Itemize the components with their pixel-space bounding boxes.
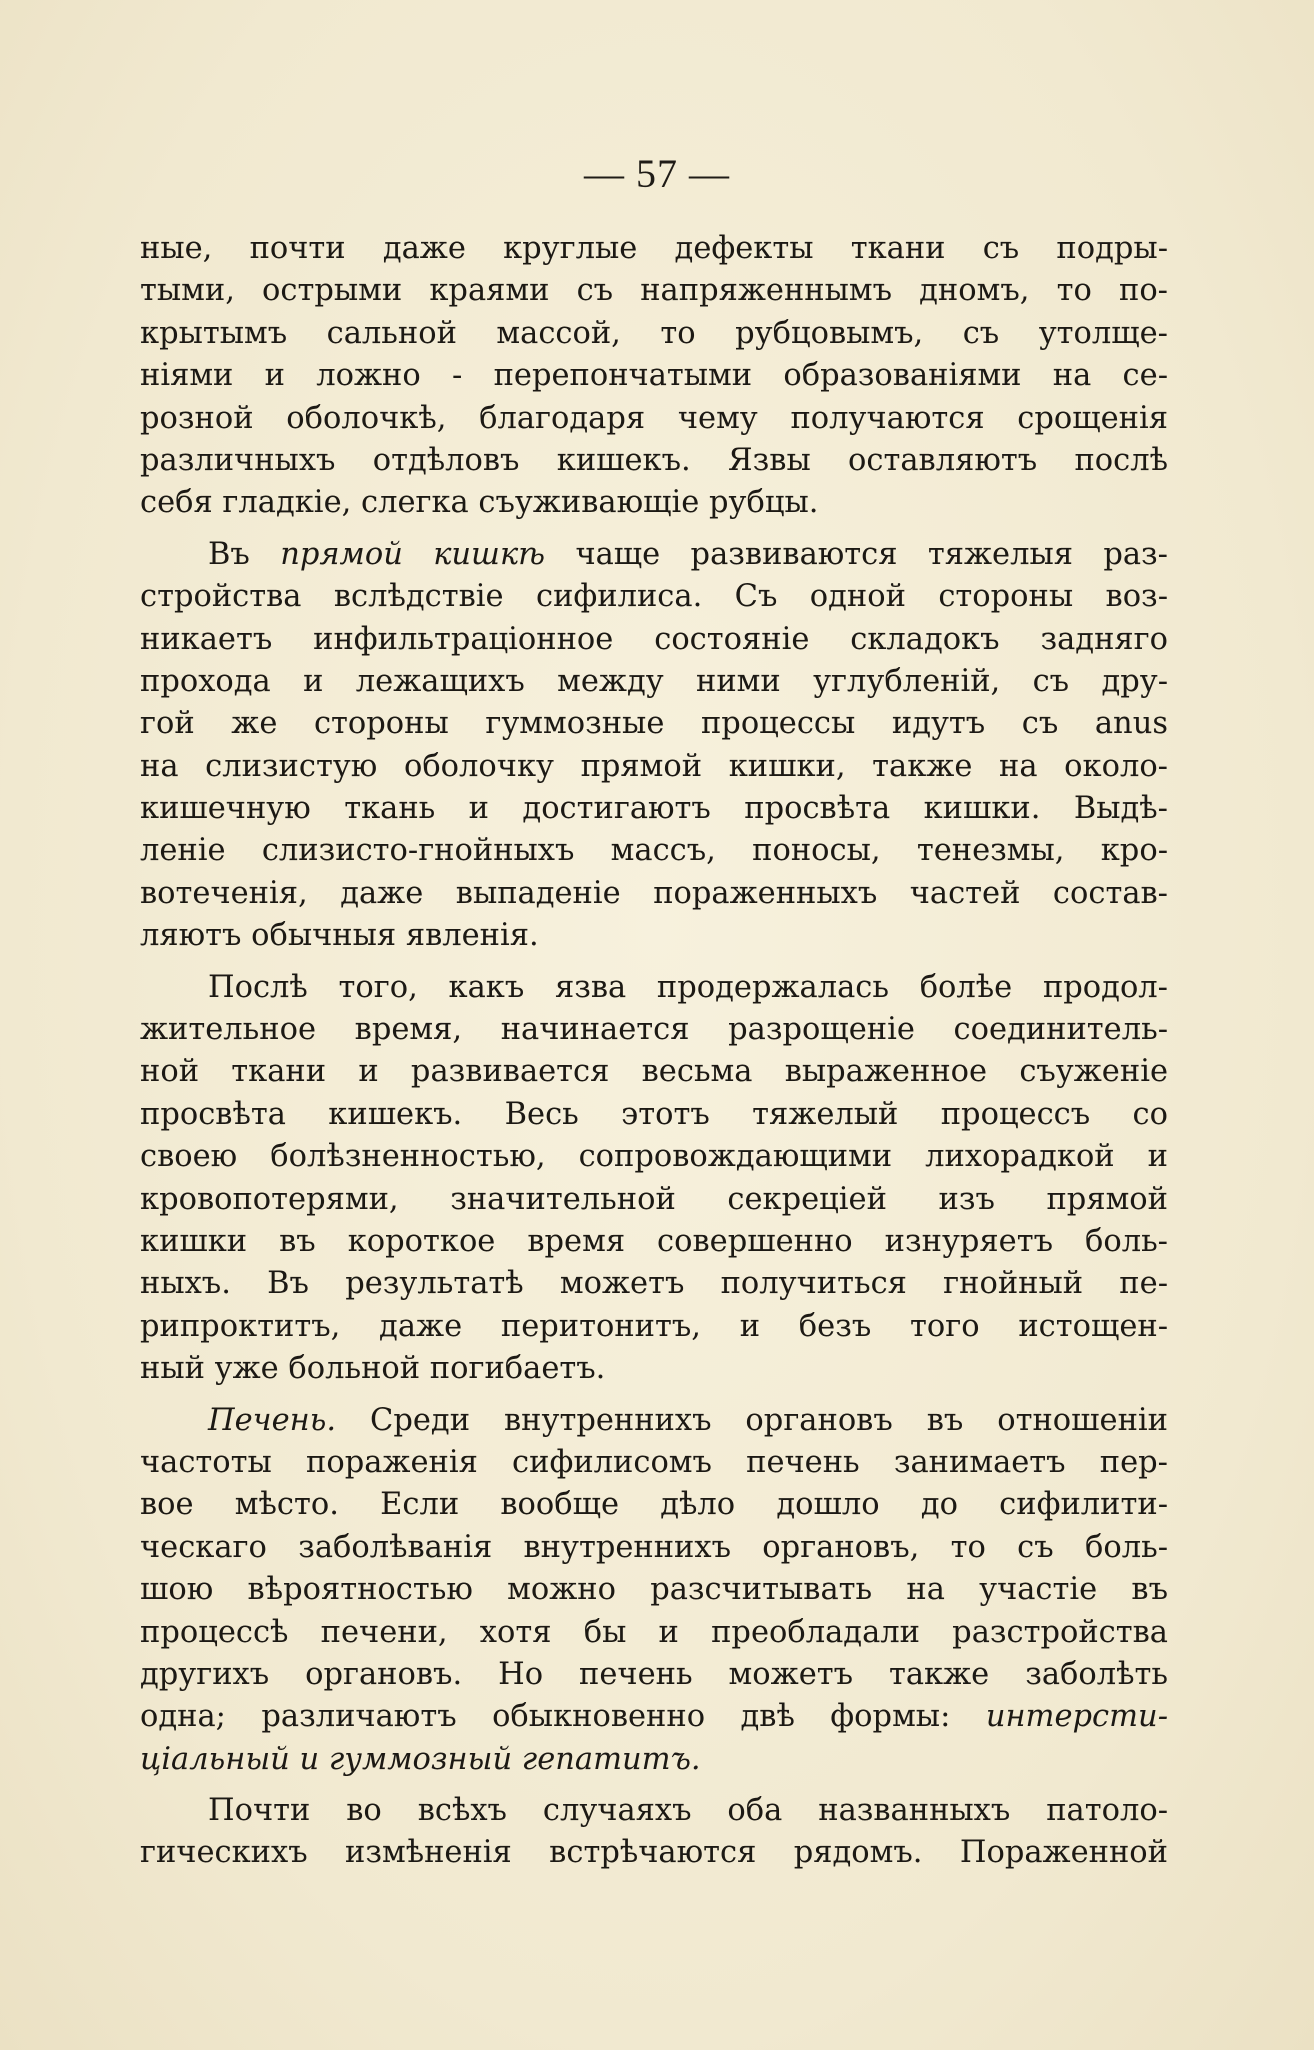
text-run: Въ xyxy=(208,536,281,572)
text-run: Послѣ того, какъ язва продержалась болѣе продол- xyxy=(208,969,1168,1005)
text-line xyxy=(140,534,1168,576)
italic-text: прямой кишкѣ xyxy=(280,536,546,572)
text-run: Среди внутреннихъ органовъ въ отношеніи xyxy=(336,1402,1168,1438)
text-run: гой же стороны гуммозные процессы идутъ съ anus xyxy=(140,706,1168,742)
page-number: — 57 — xyxy=(584,151,730,196)
text-run: тыми, острыми краями съ напряженнымъ дномъ, то по- xyxy=(140,273,1168,309)
text-run: стройства вслѣдствіе сифилиса. Съ одной стороны воз- xyxy=(140,579,1168,615)
text-run: Почти во всѣхъ случаяхъ оба названныхъ патоло- xyxy=(208,1793,1168,1829)
text-line xyxy=(140,440,1168,482)
paragraph xyxy=(140,967,1168,1391)
text-line xyxy=(140,1009,1168,1051)
text-line xyxy=(140,1739,1168,1781)
text-run: различныхъ отдѣловъ кишекъ. Язвы оставляютъ послѣ xyxy=(140,442,1168,478)
text-run: ляютъ обычныя явленія. xyxy=(140,918,539,954)
text-run: ныхъ. Въ результатѣ можетъ получиться гнойный пе- xyxy=(140,1266,1168,1302)
text-line xyxy=(140,313,1168,355)
text-line xyxy=(140,1221,1168,1263)
text-line xyxy=(140,788,1168,830)
text-run: гическихъ измѣненія встрѣчаются рядомъ. Пораженной xyxy=(140,1835,1168,1871)
text-line xyxy=(140,482,1168,524)
text-line xyxy=(140,1484,1168,1526)
text-line xyxy=(140,1136,1168,1178)
text-line xyxy=(140,619,1168,661)
text-run: просвѣта кишекъ. Весь этотъ тяжелый процессъ со xyxy=(140,1096,1168,1132)
text-run: процессѣ печени, хотя бы и преобладали разстройства xyxy=(140,1614,1168,1650)
text-run: на слизистую оболочку прямой кишки, также на около- xyxy=(140,748,1168,784)
text-run: леніе слизисто-гнойныхъ массъ, поносы, тенезмы, кро- xyxy=(140,833,1168,869)
text-run: чаще развиваются тяжелыя раз- xyxy=(545,536,1168,572)
text-line xyxy=(140,1612,1168,1654)
text-run: прохода и лежащихъ между ними углубленій, съ дру- xyxy=(140,663,1168,699)
text-line xyxy=(140,1654,1168,1696)
text-run: кровопотерями, значительной секреціей изъ прямой xyxy=(140,1181,1168,1217)
text-line xyxy=(140,1179,1168,1221)
text-run: вое мѣсто. Если вообще дѣло дошло до сифилити- xyxy=(140,1487,1168,1523)
text-run: частоты пораженія сифилисомъ печень занимаетъ пер- xyxy=(140,1444,1168,1480)
text-run: ной ткани и развивается весьма выраженное съуженіе xyxy=(140,1054,1168,1090)
text-line xyxy=(140,1306,1168,1348)
text-run: кишечную ткань и достигаютъ просвѣта кишки. Выдѣ- xyxy=(140,791,1168,827)
text-line xyxy=(140,1051,1168,1093)
text-line xyxy=(140,1348,1168,1390)
paragraph xyxy=(140,228,1168,525)
text-line xyxy=(140,1442,1168,1484)
text-run: ный уже больной погибаетъ. xyxy=(140,1351,606,1387)
text-line xyxy=(140,1400,1168,1442)
text-line xyxy=(140,1696,1168,1738)
text-run: себя гладкіе, слегка съуживающіе рубцы. xyxy=(140,485,819,521)
text-run: ческаго заболѣванія внутреннихъ органовъ, то съ боль- xyxy=(140,1529,1168,1565)
text-line xyxy=(140,228,1168,270)
text-line xyxy=(140,1527,1168,1569)
text-run: крытымъ сальной массой, то рубцовымъ, съ утолще- xyxy=(140,315,1168,351)
text-run: ніями и ложно - перепончатыми образованіями на се- xyxy=(140,358,1168,394)
text-line xyxy=(140,355,1168,397)
text-line xyxy=(140,270,1168,312)
text-run: никаетъ инфильтраціонное состояніе складокъ задняго xyxy=(140,621,1168,657)
text-line xyxy=(140,1832,1168,1874)
text-run: другихъ органовъ. Но печень можетъ также заболѣть xyxy=(140,1656,1168,1692)
text-line xyxy=(140,746,1168,788)
text-line xyxy=(140,1790,1168,1832)
text-run: вотеченія, даже выпаденіе пораженныхъ частей состав- xyxy=(140,875,1168,911)
italic-text: Печень. xyxy=(208,1402,337,1438)
paragraph xyxy=(140,1790,1168,1875)
text-run: розной оболочкѣ, благодаря чему получаются срощенія xyxy=(140,400,1168,436)
text-run: рипроктитъ, даже перитонитъ, и безъ того истощен- xyxy=(140,1308,1168,1344)
text-run: своею болѣзненностью, сопровождающими лихорадкой и xyxy=(140,1139,1168,1175)
text-line xyxy=(140,915,1168,957)
paragraph xyxy=(140,1400,1168,1782)
text-line xyxy=(140,873,1168,915)
paragraph xyxy=(140,534,1168,958)
text-line xyxy=(140,1569,1168,1611)
body-text xyxy=(140,228,1168,1875)
text-line xyxy=(140,661,1168,703)
text-line xyxy=(140,703,1168,745)
text-run: жительное время, начинается разрощеніе соединитель- xyxy=(140,1012,1168,1048)
text-run: ные, почти даже круглые дефекты ткани съ подры- xyxy=(140,231,1168,266)
text-line xyxy=(140,576,1168,618)
text-run: шою вѣроятностью можно разсчитывать на участіе въ xyxy=(140,1572,1168,1608)
italic-text: ціальный и гуммозный гепатитъ. xyxy=(140,1741,701,1777)
text-line xyxy=(140,967,1168,1009)
text-run: одна; различаютъ обыкновенно двѣ формы: xyxy=(140,1699,986,1735)
text-line xyxy=(140,398,1168,440)
text-line xyxy=(140,1263,1168,1305)
text-line xyxy=(140,1094,1168,1136)
text-run: кишки въ короткое время совершенно изнуряетъ боль- xyxy=(140,1223,1168,1259)
text-line xyxy=(140,830,1168,872)
italic-text: интерсти- xyxy=(985,1699,1168,1735)
